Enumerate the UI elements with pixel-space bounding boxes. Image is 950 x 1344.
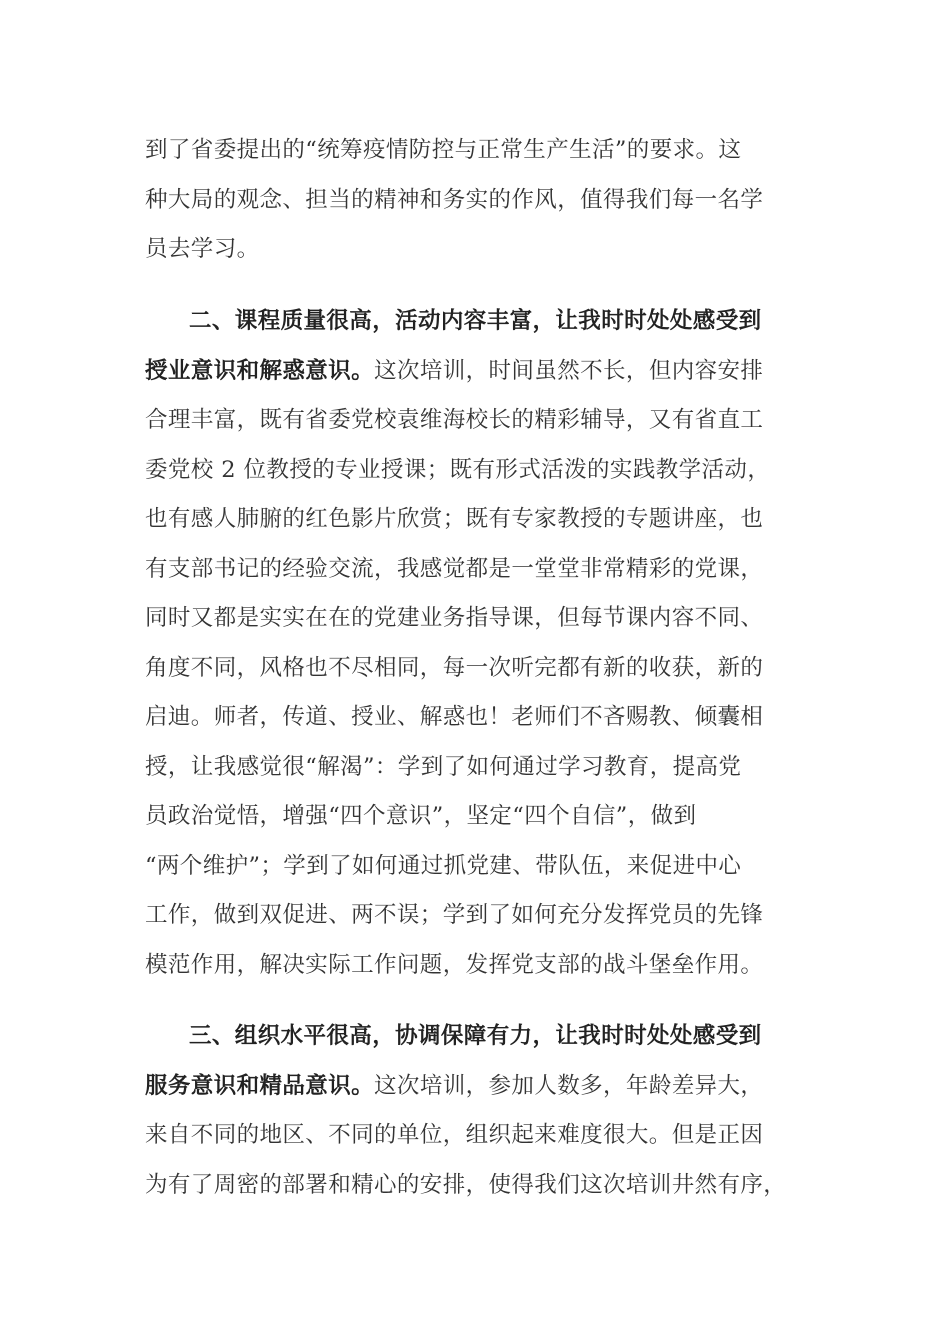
paragraph-2-line: 模范作用，解决实际工作问题，发挥党支部的战斗堡垒作用。 — [145, 951, 764, 978]
paragraph-1-line: 到了省委提出的“统筹疫情防控与正常生产生活”的要求。这 — [145, 137, 742, 163]
paragraph-1-line: 种大局的观念、担当的精神和务实的作风，值得我们每一名学 — [145, 186, 764, 213]
section-2-heading-end: 授业意识和解惑意识。 — [145, 357, 375, 384]
paragraph-2-line: “两个维护”；学到了如何通过抓党建、带队伍，来促进中心 — [145, 852, 742, 879]
paragraph-1 — [145, 126, 805, 275]
paragraph-2-line: 同时又都是实实在在的党建业务指导课，但每节课内容不同、 — [145, 605, 764, 631]
paragraph-2-line — [145, 347, 805, 397]
section-3-heading-end: 服务意识和精品意识。 — [145, 1072, 375, 1099]
paragraph-2-line: 员政治觉悟，增强“四个意识”，坚定“四个自信”，做到 — [145, 803, 697, 829]
section-3-heading: 三、组织水平很高，协调保障有力，让我时时处处感受到 — [189, 1023, 762, 1049]
paragraph-2-line: 有支部书记的经验交流，我感觉都是一堂堂非常精彩的党课， — [145, 555, 764, 582]
paragraph-2-text: 这次培训，时间虽然不长，但内容安排 — [374, 357, 764, 384]
paragraph-2-line: 授，让我感觉很“解渴”：学到了如何通过学习教育，提高党 — [145, 753, 742, 780]
paragraph-2-line: 启迪。师者，传道、授业、解惑也！老师们不吝赐教、倾囊相 — [145, 704, 764, 730]
paragraph-2-line: 角度不同，风格也不尽相同，每一次听完都有新的收获，新的 — [145, 654, 764, 681]
paragraph-3-text: 这次培训，参加人数多，年龄差异大， — [374, 1072, 764, 1099]
paragraph-2-line: 合理丰富，既有省委党校袁维海校长的精彩辅导，又有省直工 — [145, 407, 764, 433]
paragraph-3-line — [145, 1062, 805, 1112]
paragraph-3-line: 来自不同的地区、不同的单位，组织起来难度很大。但是正因 — [145, 1122, 764, 1148]
paragraph-2-line: 工作，做到双促进、两不误；学到了如何充分发挥党员的先锋 — [145, 902, 764, 928]
paragraph-2-line: 委党校 2 位教授的专业授课；既有形式活泼的实践教学活动， — [145, 456, 771, 483]
paragraph-2-line: 也有感人肺腑的红色影片欣赏；既有专家教授的专题讲座，也 — [145, 506, 764, 532]
paragraph-3-line: 为有了周密的部署和精心的安排，使得我们这次培训井然有序， — [145, 1171, 787, 1198]
paragraph-3 — [145, 1012, 805, 1210]
paragraph-2 — [145, 297, 805, 990]
section-2-heading: 二、课程质量很高，活动内容丰富，让我时时处处感受到 — [189, 308, 762, 334]
paragraph-1-line: 员去学习。 — [145, 236, 260, 262]
